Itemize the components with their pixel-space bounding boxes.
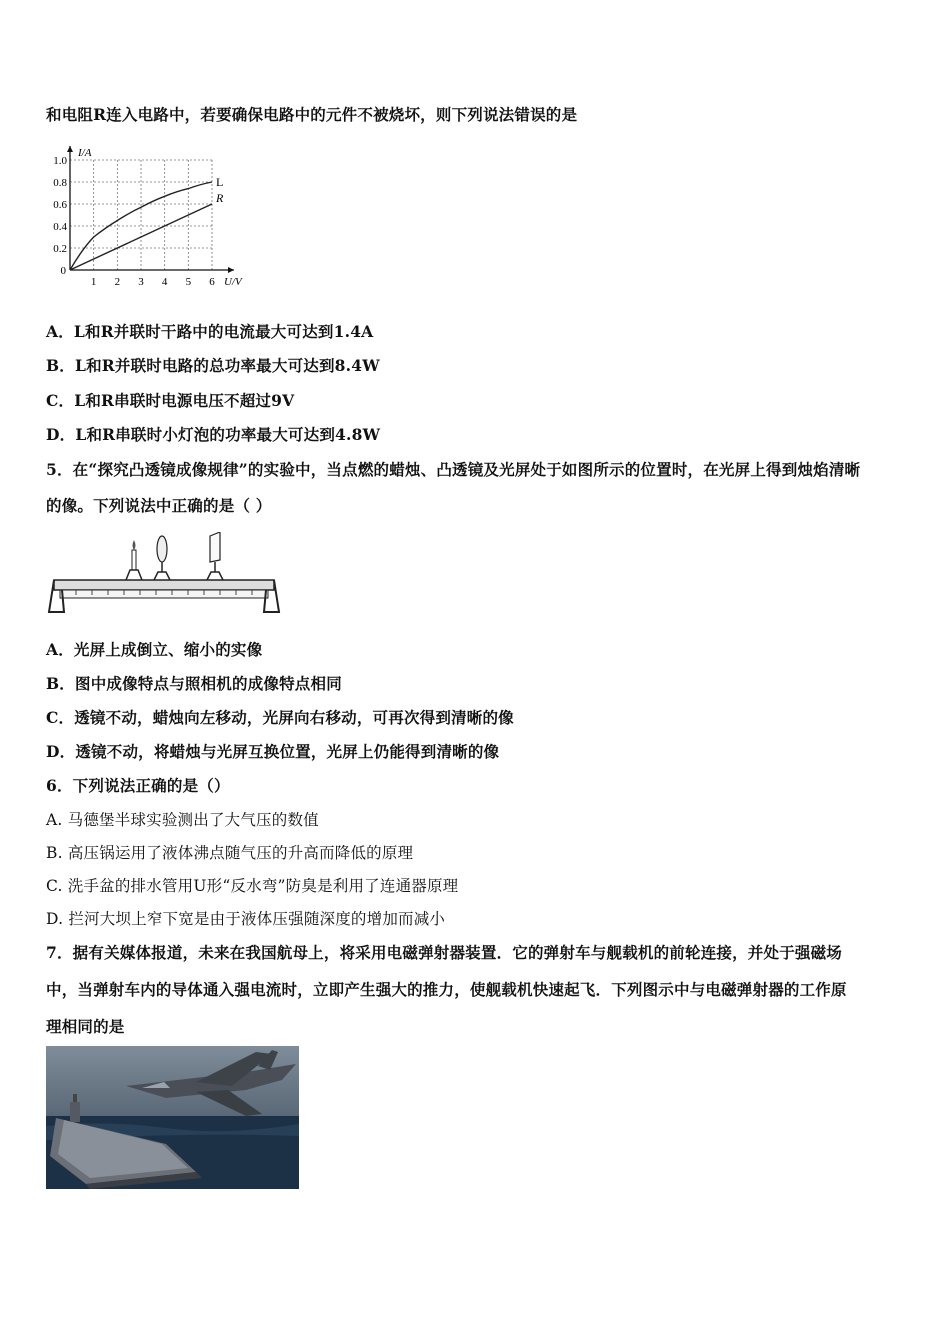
x-tick-label: 2 bbox=[114, 276, 121, 288]
x-tick-label: 5 bbox=[185, 276, 192, 288]
chart-plot-area bbox=[53, 146, 243, 288]
light-screen-icon bbox=[207, 532, 223, 580]
x-axis-arrow bbox=[228, 267, 234, 273]
q5-option-a: A．光屏上成倒立、缩小的实像 bbox=[46, 640, 263, 659]
iu-chart bbox=[46, 138, 261, 288]
q4-stem: 和电阻R连入电路中，若要确保电路中的元件不被烧坏，则下列说法错误的是 bbox=[46, 105, 578, 124]
q5-stem-line1: 5．在“探究凸透镜成像规律”的实验中，当点燃的蜡烛、凸透镜及光屏处于如图所示的位置时，在光屏上得到烛焰清晰 bbox=[46, 460, 861, 479]
q6-stem: 6．下列说法正确的是（） bbox=[46, 776, 230, 795]
x-tick-label: 1 bbox=[90, 276, 97, 288]
y-axis-label: I/A bbox=[78, 147, 92, 159]
y-axis-arrow bbox=[67, 146, 73, 152]
q5-option-b: B．图中成像特点与照相机的成像特点相同 bbox=[46, 674, 342, 693]
q6-option-b: B. 高压锅运用了液体沸点随气压的升高而降低的原理 bbox=[46, 844, 414, 862]
series-label-R: R bbox=[216, 191, 224, 205]
q6-option-c: C. 洗手盆的排水管用U形“反水弯”防臭是利用了连通器原理 bbox=[46, 877, 459, 895]
q4-option-c: C．L和R串联时电源电压不超过9V bbox=[46, 391, 295, 410]
q5-option-c: C．透镜不动，蜡烛向左移动，光屏向右移动，可再次得到清晰的像 bbox=[46, 708, 514, 727]
x-axis-label: U/V bbox=[224, 276, 242, 288]
q4-option-a: A．L和R并联时干路中的电流最大可达到1.4A bbox=[46, 322, 374, 341]
q5-stem-line2: 的像。下列说法中正确的是（ ） bbox=[46, 496, 272, 515]
y-tick-label: 0.2 bbox=[53, 243, 67, 255]
carrier-jet-photo bbox=[46, 1046, 299, 1189]
x-tick-label: 3 bbox=[138, 276, 144, 288]
candle-icon bbox=[126, 540, 142, 580]
y-tick-label: 0.4 bbox=[53, 221, 67, 233]
y-tick-label: 1.0 bbox=[53, 155, 67, 167]
origin-label: 0 bbox=[60, 265, 66, 277]
q7-stem-line1: 7．据有关媒体报道，未来在我国航母上，将采用电磁弹射器装置．它的弹射车与舰载机的前轮连接，并处于强磁场 bbox=[46, 943, 842, 962]
q4-option-d: D．L和R串联时小灯泡的功率最大可达到4.8W bbox=[46, 425, 381, 444]
x-tick-label: 4 bbox=[161, 276, 168, 288]
q6-option-d: D. 拦河大坝上窄下宽是由于液体压强随深度的增加而减小 bbox=[46, 910, 446, 928]
q7-stem-line2: 中，当弹射车内的导体通入强电流时，立即产生强大的推力，使舰载机快速起飞．下列图示中与电磁弹射器的工作原 bbox=[46, 980, 847, 999]
q6-option-a: A. 马德堡半球实验测出了大气压的数值 bbox=[46, 811, 319, 829]
q7-stem-line3: 理相同的是 bbox=[46, 1017, 125, 1036]
q4-option-b: B．L和R并联时电路的总功率最大可达到8.4W bbox=[46, 356, 380, 375]
q5-option-d: D．透镜不动，将蜡烛与光屏互换位置，光屏上仍能得到清晰的像 bbox=[46, 742, 500, 761]
y-tick-label: 0.6 bbox=[53, 199, 67, 211]
y-tick-label: 0.8 bbox=[53, 177, 67, 189]
x-tick-label: 6 bbox=[209, 276, 215, 288]
convex-lens-icon bbox=[154, 536, 170, 580]
series-label-L: L bbox=[216, 175, 224, 189]
optical-bench-figure bbox=[46, 532, 281, 620]
